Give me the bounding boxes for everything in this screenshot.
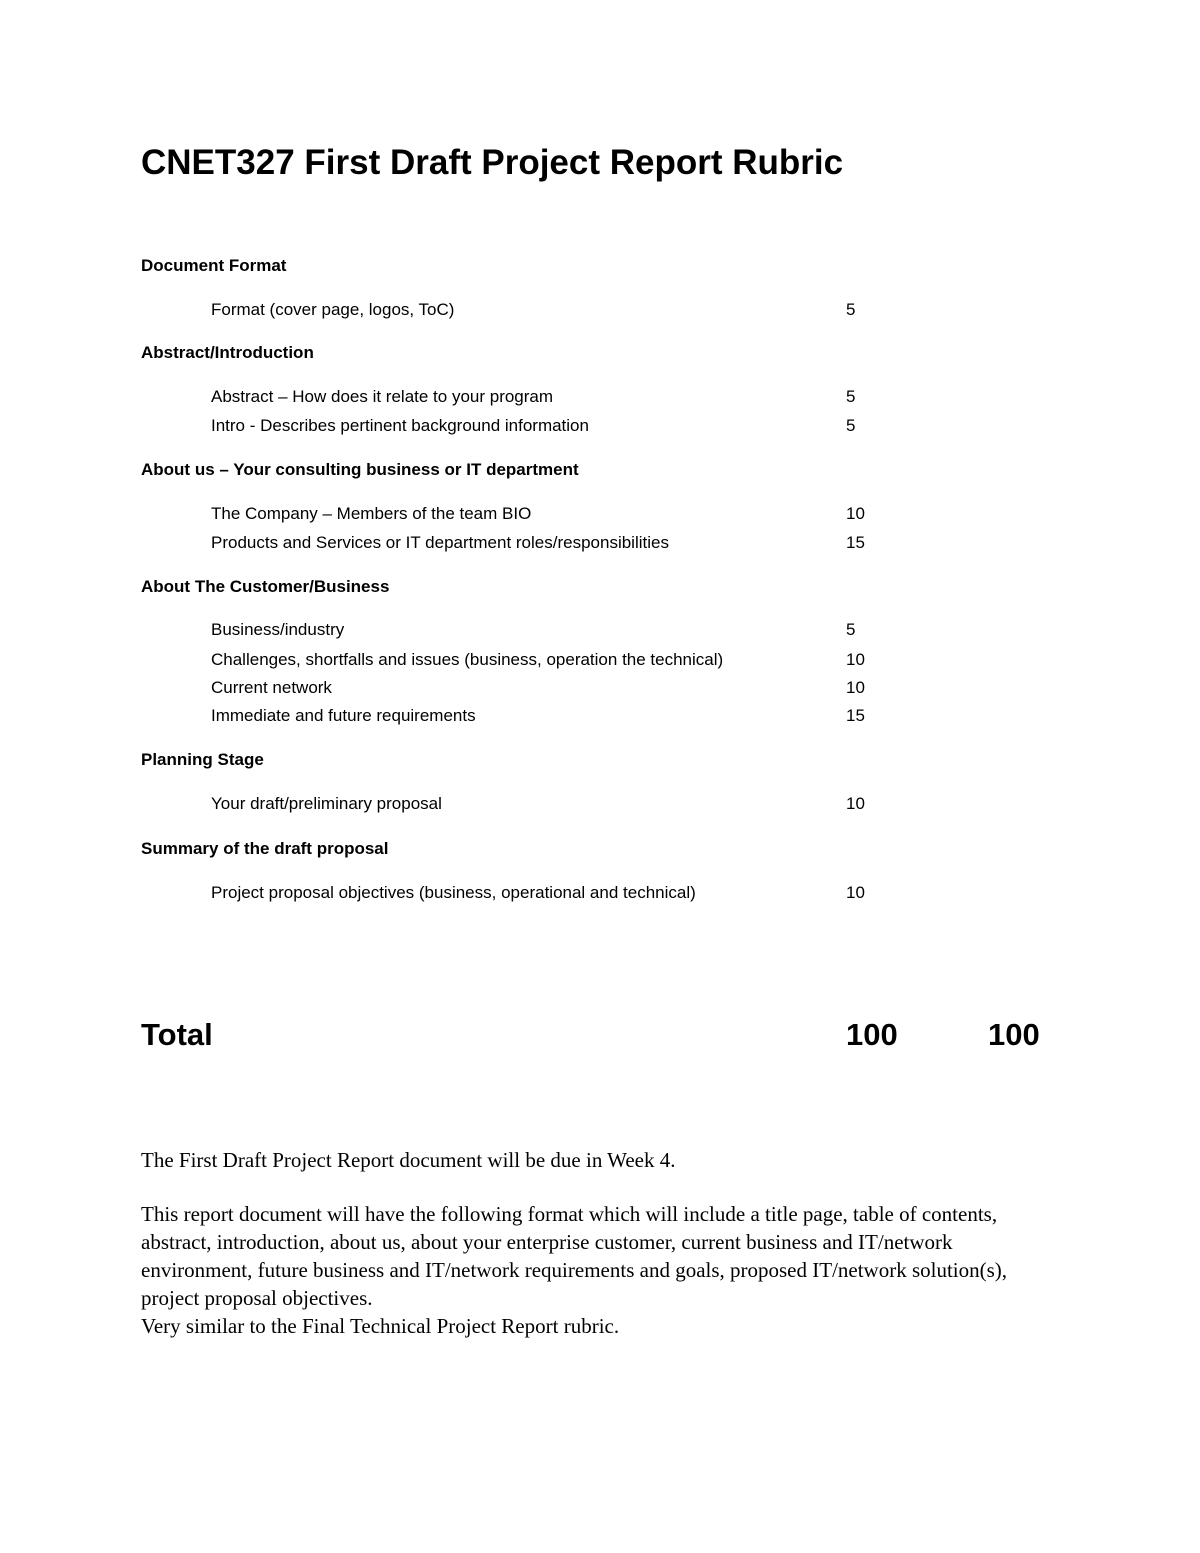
rubric-item-label: Intro - Describes pertinent background information [211,416,589,435]
rubric-item-label: Project proposal objectives (business, operational and technical) [211,883,696,902]
section-heading-about-us: About us – Your consulting business or IT department [141,460,579,479]
rubric-item-points: 5 [846,620,856,639]
due-note: The First Draft Project Report document will be due in Week 4. [141,1148,676,1172]
section-heading-summary: Summary of the draft proposal [141,839,389,858]
similar-note: Very similar to the Final Technical Project Report rubric. [141,1314,620,1338]
rubric-item-label: Format (cover page, logos, ToC) [211,300,455,319]
rubric-item-label: Business/industry [211,620,345,639]
rubric-item-points: 10 [846,650,865,669]
rubric-item-points: 15 [846,706,865,725]
section-heading-document-format: Document Format [141,256,287,275]
rubric-item-points: 5 [846,416,856,435]
section-heading-planning-stage: Planning Stage [141,750,264,769]
page-title: CNET327 First Draft Project Report Rubric [141,143,844,182]
format-description: This report document will have the following format which will include a title page, table of contents, abstract, introduction, about us, about your enterprise customer, current business and IT/network environment, future business and IT/network requirements and goals, proposed IT/network solution(s), project proposal objectives. [141,1202,1008,1310]
rubric-item-label: Challenges, shortfalls and issues (business, operation the technical) [211,650,724,669]
rubric-item-points: 5 [846,387,856,406]
rubric-item-label: Products and Services or IT department roles/responsibilities [211,533,669,552]
total-points: 100 [846,1017,898,1052]
rubric-item-points: 10 [846,504,865,523]
rubric-item-points: 5 [846,300,856,319]
section-heading-abstract-introduction: Abstract/Introduction [141,343,314,362]
total-earned: 100 [988,1017,1040,1052]
total-label: Total [141,1017,213,1052]
rubric-item-label: Abstract – How does it relate to your program [211,387,554,406]
rubric-item-label: The Company – Members of the team BIO [211,504,532,523]
rubric-item-points: 10 [846,794,865,813]
rubric-item-label: Immediate and future requirements [211,706,476,725]
section-heading-about-customer: About The Customer/Business [141,577,390,596]
rubric-item-points: 10 [846,883,865,902]
rubric-item-points: 10 [846,678,865,697]
rubric-item-points: 15 [846,533,865,552]
rubric-item-label: Your draft/preliminary proposal [211,794,442,813]
format-note [141,1200,1041,1340]
rubric-item-label: Current network [211,678,332,697]
